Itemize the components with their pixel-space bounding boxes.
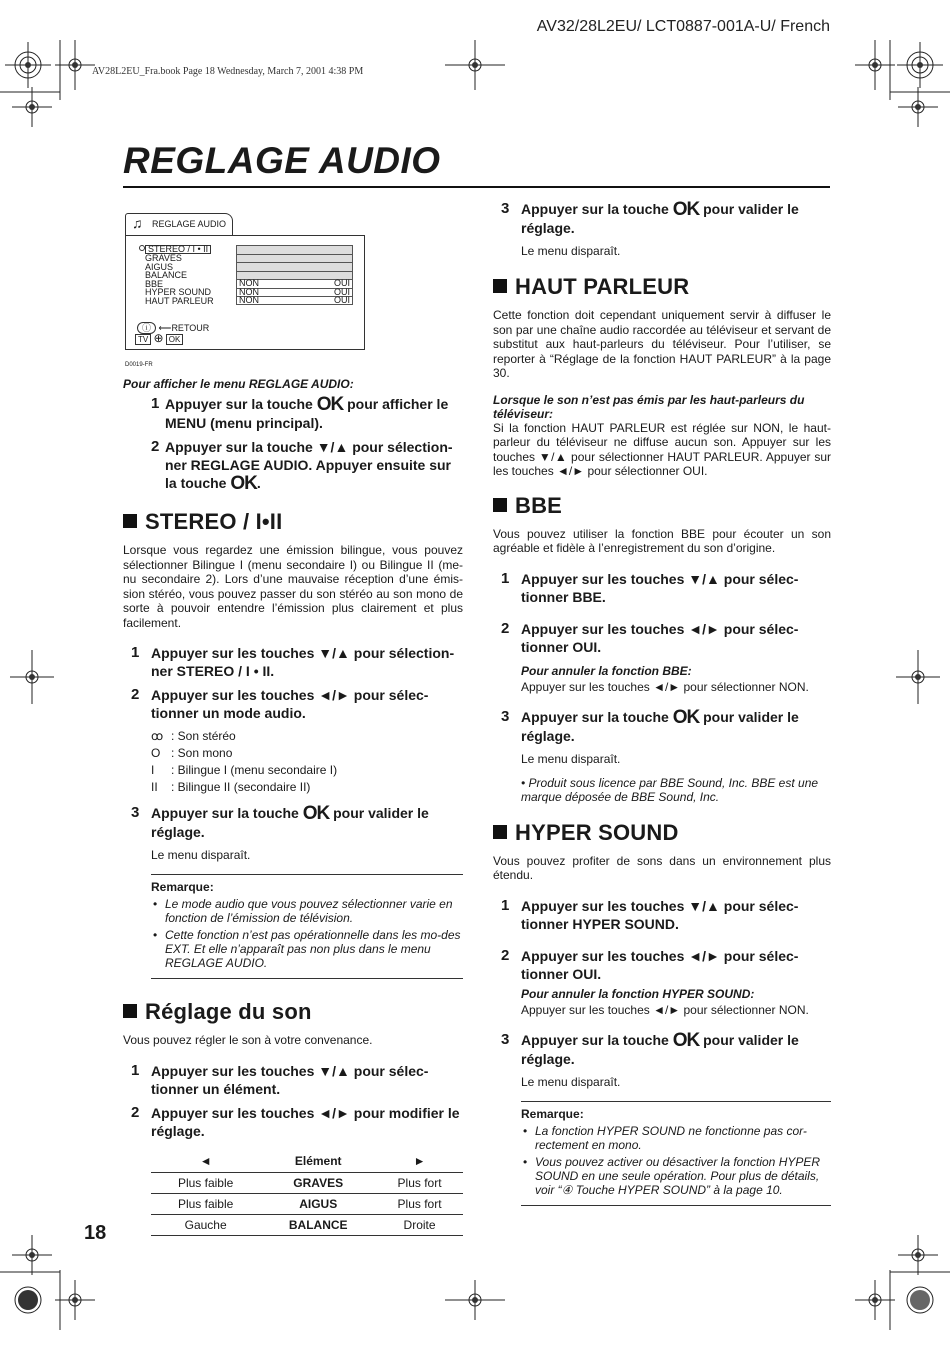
mode-item (123, 728, 463, 745)
mode-item (123, 779, 463, 796)
audio-mode-icon: ꝏ (151, 729, 164, 743)
osd-value-row (236, 245, 353, 254)
hyper-note: Le menu disparaît. (521, 1074, 621, 1089)
stereo-step-1: 1 Appuyer sur les touches ▼/▲ pour sélection-ner STEREO / I • II. (131, 644, 455, 679)
osd-value-left: NON (239, 286, 259, 297)
osd-value-right: OUI (333, 295, 350, 305)
bbe-body: Vous pouvez utiliser la fonction BBE pour écouter un son agréable et fidèle à l’enregistrement du son d’origine. (493, 526, 831, 555)
table-cell: Plus fort (376, 1193, 463, 1214)
square-bullet-icon (493, 825, 507, 839)
right-column (493, 200, 831, 1206)
stereo-remark (151, 874, 463, 979)
stereo-step-3-a: Appuyer sur la touche (151, 805, 299, 821)
son-step-3-b: pour valider le réglage. (521, 201, 799, 236)
stereo-heading (123, 509, 463, 535)
stereo-note: Le menu disparaît. (151, 848, 251, 862)
bbe-step-2: 2 Appuyer sur les touches ◄/► pour sélec-tionner OUI. (501, 619, 799, 655)
osd-item: STEREO / I • II (145, 245, 211, 254)
osd-item: HAUT PARLEUR (145, 295, 214, 306)
osd-menu-figure (125, 205, 370, 368)
bbe-step-3-b: pour valider le réglage. (521, 708, 799, 744)
hyper-heading-text: HYPER SOUND (515, 819, 679, 845)
osd-value-row (236, 262, 353, 271)
son-step-3-a: Appuyer sur la touche (521, 201, 669, 217)
remark-item: • Le mode audio que vous pouvez sélectionner varie en fonction de l’émission de télévision. (151, 897, 463, 925)
bbe-note: Le menu disparaît. (521, 751, 621, 766)
son-note: Le menu disparaît. (521, 244, 621, 258)
ok-glyph: OK (672, 199, 700, 220)
table-cell: AIGUS (260, 1193, 376, 1214)
table-cell: BALANCE (260, 1214, 376, 1235)
stereo-body: Lorsque vous regardez une émission bilingue, vous pouvez sélectionner Bilingue I (menu secondaire I) ou Bilingue II (me-nu secondaire 2). Lors d’une mauvaise réception d’une émis-sion stéréo, vous pouvez passer du son stéréo au son mono de sorte à pouvoir entendre l’émission plus clairement et plus facilement. (123, 543, 463, 630)
osd-tab-label: REGLAGE AUDIO (152, 219, 227, 229)
hyper-step-3: 3 Appuyer sur la touche OK pour valider le réglage. (501, 1029, 799, 1067)
osd-item: BBE (145, 278, 164, 289)
osd-value-right: OUI (333, 286, 350, 297)
son-step-1-text: Appuyer sur les touches ▼/▲ pour sélec-tionner un élément. (151, 1062, 429, 1097)
page-title: REGLAGE AUDIO (123, 140, 441, 181)
stereo-heading-text: STEREO / I•II (145, 509, 283, 534)
bbe-step-1: 1 Appuyer sur les touches ▼/▲ pour sélec-tionner BBE. (501, 569, 799, 605)
son-heading (123, 999, 463, 1025)
table-header: ► (376, 1150, 463, 1173)
table-cell: Plus fort (376, 1172, 463, 1193)
osd-item: HYPER SOUND (145, 287, 212, 297)
hyper-remark (521, 1101, 831, 1206)
hyper-step-2: 2 Appuyer sur les touches ◄/► pour sélec-tionner OUI. (501, 946, 799, 982)
son-step-1: 1 Appuyer sur les touches ▼/▲ pour sélec-tionner un élément. (131, 1061, 429, 1097)
intro-step-2: 2 Appuyer sur la touche ▼/▲ pour sélection-ner REGLAGE AUDIO. Appuyer ensuite sur la touche OK. (151, 438, 453, 494)
mode-item (123, 762, 463, 779)
hp-heading (493, 274, 831, 300)
hyper-step-2-text: Appuyer sur les touches ◄/► pour sélec-tionner OUI. (521, 947, 799, 982)
bbe-step-1-text: Appuyer sur les touches ▼/▲ pour sélec-tionner BBE. (521, 570, 799, 605)
audio-mode-icon: I (151, 763, 155, 777)
bbe-license: • Produit sous licence par BBE Sound, Inc. BBE est une marque déposée de BBE Sound, Inc. (521, 775, 819, 804)
stereo-step-2-text: Appuyer sur les touches ◄/► pour sélec-tionner un mode audio. (151, 687, 429, 721)
mode-list (123, 728, 463, 796)
hyper-cancel-heading: Pour annuler la fonction HYPER SOUND: (521, 986, 755, 1001)
osd-item: GRAVES (145, 253, 182, 263)
bbe-step-3: 3 Appuyer sur la touche OK pour valider le réglage. (501, 706, 799, 744)
son-heading-text: Réglage du son (145, 999, 312, 1024)
audio-mode-icon: II (151, 780, 158, 794)
bbe-step-2-text: Appuyer sur les touches ◄/► pour sélec-tionner OUI. (521, 620, 799, 655)
intro-heading: Pour afficher le menu REGLAGE AUDIO: (123, 377, 354, 391)
intro-step-1-a: Appuyer sur la touche (165, 396, 313, 412)
square-bullet-icon (123, 514, 137, 528)
stereo-step-2: 2 Appuyer sur les touches ◄/► pour sélec-tionner un mode audio. (131, 686, 429, 721)
osd-ok-label: OK (166, 334, 184, 345)
table-cell: Droite (376, 1214, 463, 1235)
left-column (123, 205, 463, 1236)
hyper-step-1: 1 Appuyer sur les touches ▼/▲ pour sélec-tionner HYPER SOUND. (501, 896, 799, 932)
bbe-step-3-a: Appuyer sur la touche (521, 708, 669, 725)
ok-glyph: OK (302, 803, 330, 824)
menu-button-icon: ⓘ (137, 322, 156, 334)
bbe-cancel-body: Appuyer sur les touches ◄/► pour sélectionner NON. (521, 679, 809, 694)
hyper-cancel-body: Appuyer sur les touches ◄/► pour sélectionner NON. (521, 1002, 809, 1017)
hyper-step-3-b: pour valider le réglage. (521, 1031, 799, 1067)
hp-subhead: Lorsque le son n’est pas émis par les haut-parleurs du téléviseur: (493, 392, 805, 421)
remark-item: • Cette fonction n’est pas opérationnelle dans les mo-des EXT. Et elle n’apparaît pas non plus dans le menu REGLAGE AUDIO. (151, 928, 463, 970)
bbe-cancel-heading: Pour annuler la fonction BBE: (521, 663, 692, 678)
hp-body-2: Si la fonction HAUT PARLEUR est réglée sur NON, le haut-parleur du téléviseur ne diffuse aucun son. Appuyer sur les touches ▼/▲ pour sélectionner HAUT PARLEUR. Appuyer sur les touches ◄/► pour sélectionner OUI. (493, 420, 831, 478)
osd-item: AIGUS (145, 261, 174, 272)
osd-retour-label: RETOUR (171, 323, 210, 333)
mode-label: : Bilingue I (menu secondaire I) (171, 763, 338, 777)
ok-glyph: OK (672, 1029, 700, 1051)
table-header: ◄ (151, 1150, 260, 1173)
remark-item: • La fonction HYPER SOUND ne fonctionne pas cor-rectement en mono. (521, 1124, 831, 1152)
stereo-step-3: 3 Appuyer sur la touche OK pour valider le réglage. (131, 803, 429, 840)
book-line: AV28L2EU_Fra.book Page 18 Wednesday, March 7, 2001 4:38 PM (92, 66, 364, 77)
osd-retour: ⓘ ⟵RETOUR (137, 321, 209, 334)
square-bullet-icon (123, 1004, 137, 1018)
son-step-3: 3 Appuyer sur la touche OK pour valider le réglage. (501, 199, 799, 236)
table-cell: Plus faible (151, 1172, 260, 1193)
hyper-step-3-a: Appuyer sur la touche (521, 1031, 669, 1048)
audio-mode-icon: O (151, 746, 161, 760)
intro-step-2-a: Appuyer sur la touche ▼/▲ pour sélection-ner REGLAGE AUDIO. Appuyer ensuite sur la touche (165, 439, 453, 491)
mode-label: : Bilingue II (secondaire II) (171, 780, 311, 794)
remark-heading: Remarque: (521, 1106, 584, 1121)
osd-item: BALANCE (145, 270, 188, 280)
osd-tab (125, 213, 233, 235)
table-cell: GRAVES (260, 1172, 376, 1193)
osd-item-list (145, 245, 214, 305)
mode-label: : Son mono (171, 746, 233, 760)
music-note-icon: ♫ (132, 215, 143, 231)
stereo-step-1-text: Appuyer sur les touches ▼/▲ pour sélection-ner STEREO / I • II. (151, 645, 455, 679)
osd-tv-label: TV (135, 334, 151, 345)
element-table (151, 1150, 463, 1236)
table-cell: Gauche (151, 1214, 260, 1235)
document-id: AV32/28L2EU/ LCT0887-001A-U/ French (536, 18, 830, 35)
title-rule (123, 186, 830, 188)
intro-step-1: 1 Appuyer sur la touche OK pour afficher le MENU (menu principal). (151, 394, 449, 431)
intro-step-1-b: pour afficher le MENU (menu principal). (165, 396, 449, 431)
bbe-heading-text: BBE (515, 492, 563, 518)
table-cell: Plus faible (151, 1193, 260, 1214)
hyper-body: Vous pouvez profiter de sons dans un environnement plus étendu. (493, 853, 831, 882)
son-step-2: 2 Appuyer sur les touches ◄/► pour modifier le réglage. (131, 1103, 460, 1139)
osd-value-row (236, 254, 353, 263)
square-bullet-icon (493, 279, 507, 293)
square-bullet-icon (493, 498, 507, 512)
hp-body: Cette fonction doit cependant uniquement servir à diffuser le son par une chaîne audio raccordée au téléviseur et servant de substitut aux haut-parleurs du téléviseur. Pour l’utiliser, se reporter à “Réglage de la fonction HAUT PARLEUR” à la page 30. (493, 308, 831, 380)
son-body: Vous pouvez régler le son à votre convenance. (123, 1033, 373, 1047)
hyper-heading (493, 820, 831, 846)
page-number: 18 (84, 1222, 107, 1244)
osd-value-left: NON (239, 295, 259, 305)
mode-label: : Son stéréo (171, 729, 236, 743)
osd-value-list (236, 245, 353, 305)
remark-heading: Remarque: (151, 880, 214, 894)
remark-item: • Vous pouvez activer ou désactiver la fonction HYPER SOUND en une seule opération. Pour plus de détails, voir “④ Touche HYPER SOUND” à la page 10. (521, 1155, 831, 1197)
table-row (151, 1214, 463, 1235)
table-row (151, 1172, 463, 1193)
osd-value-left: NON (239, 278, 259, 288)
ok-glyph: OK (230, 473, 257, 494)
hyper-step-1-text: Appuyer sur les touches ▼/▲ pour sélec-tionner HYPER SOUND. (521, 897, 799, 932)
son-step-2-text: Appuyer sur les touches ◄/► pour modifier le réglage. (151, 1104, 460, 1139)
table-row (151, 1193, 463, 1214)
osd-value-right: OUI (333, 278, 350, 288)
osd-value-row (236, 296, 353, 305)
dpad-icon: ⊕ (153, 331, 164, 345)
hp-heading-text: HAUT PARLEUR (515, 274, 690, 299)
osd-buttons (135, 331, 183, 345)
figure-code: D0019-FR (125, 362, 153, 368)
stereo-step-3-b: pour valider le réglage. (151, 805, 429, 840)
ok-glyph: OK (316, 394, 344, 415)
ok-glyph: OK (672, 706, 700, 728)
mode-item (123, 745, 463, 762)
intro-step-2-b: . (256, 475, 261, 491)
bbe-heading (493, 493, 831, 519)
table-header: Elément (260, 1150, 376, 1173)
